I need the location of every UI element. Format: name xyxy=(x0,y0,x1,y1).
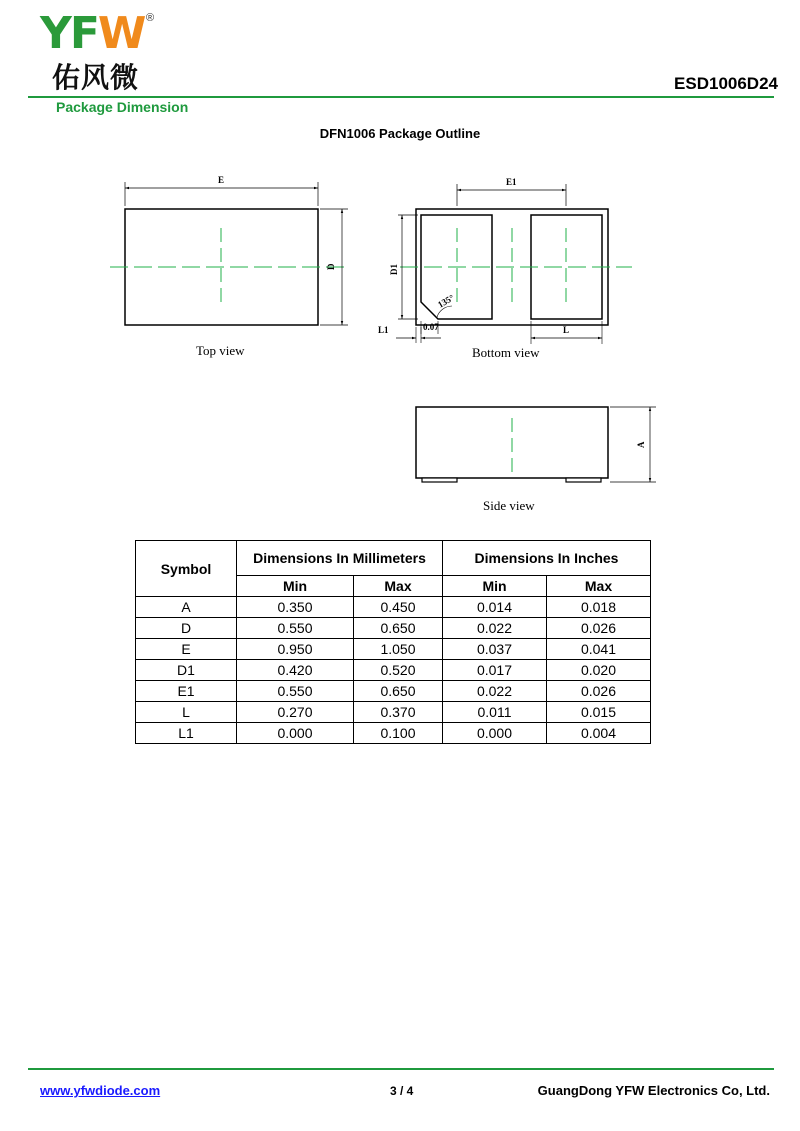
inch-header: Dimensions In Inches xyxy=(443,541,651,576)
top-view-label: Top view xyxy=(196,343,245,358)
chamfer-angle-label: 135° xyxy=(436,292,456,310)
company-name: GuangDong YFW Electronics Co, Ltd. xyxy=(537,1083,770,1098)
table-row: A 0.350 0.450 0.014 0.018 xyxy=(136,597,651,618)
header-divider xyxy=(28,96,774,98)
table-row: E1 0.550 0.650 0.022 0.026 xyxy=(136,681,651,702)
table-row: D1 0.420 0.520 0.017 0.020 xyxy=(136,660,651,681)
mm-min-header: Min xyxy=(237,576,354,597)
dim-d-label: D xyxy=(326,263,336,270)
dim-e1-label: E1 xyxy=(506,177,517,187)
table-row: L1 0.000 0.100 0.000 0.004 xyxy=(136,723,651,744)
dim-l1-label: L1 xyxy=(378,325,389,335)
dim-l-label: L xyxy=(563,325,570,335)
inch-max-header: Max xyxy=(547,576,651,597)
inch-min-header: Min xyxy=(443,576,547,597)
mm-header: Dimensions In Millimeters xyxy=(237,541,443,576)
bottom-view-label: Bottom view xyxy=(472,345,540,360)
dim-e-label: E xyxy=(218,175,225,185)
part-number: ESD1006D24 xyxy=(674,74,778,93)
outline-title: DFN1006 Package Outline xyxy=(319,126,481,141)
chamfer-size-label: 0.07 xyxy=(423,322,439,332)
side-pad-right xyxy=(566,478,601,482)
page-number: 3 / 4 xyxy=(390,1084,414,1098)
logo-chinese-name: 佑风微 xyxy=(52,61,140,94)
dim-d1-label: D1 xyxy=(389,264,399,275)
bottom-view xyxy=(378,177,632,360)
dim-a-label: A xyxy=(636,441,646,448)
symbol-header: Symbol xyxy=(136,541,237,597)
top-view xyxy=(110,175,348,358)
logo-wordmark: YFW xyxy=(40,8,145,59)
table-row: L 0.270 0.370 0.011 0.015 xyxy=(136,702,651,723)
mm-max-header: Max xyxy=(354,576,443,597)
side-view xyxy=(416,407,656,513)
side-view-label: Side view xyxy=(483,498,535,513)
table-row: D 0.550 0.650 0.022 0.026 xyxy=(136,618,651,639)
registered-mark: ® xyxy=(146,12,155,24)
package-drawing xyxy=(0,160,800,530)
footer-divider xyxy=(28,1068,774,1070)
company-logo xyxy=(40,8,170,97)
table-row: E 0.950 1.050 0.037 0.041 xyxy=(136,639,651,660)
side-pad-left xyxy=(422,478,457,482)
website-link[interactable]: www.yfwdiode.com xyxy=(40,1083,161,1098)
dimensions-table xyxy=(135,540,651,744)
section-title: Package Dimension xyxy=(56,99,189,115)
